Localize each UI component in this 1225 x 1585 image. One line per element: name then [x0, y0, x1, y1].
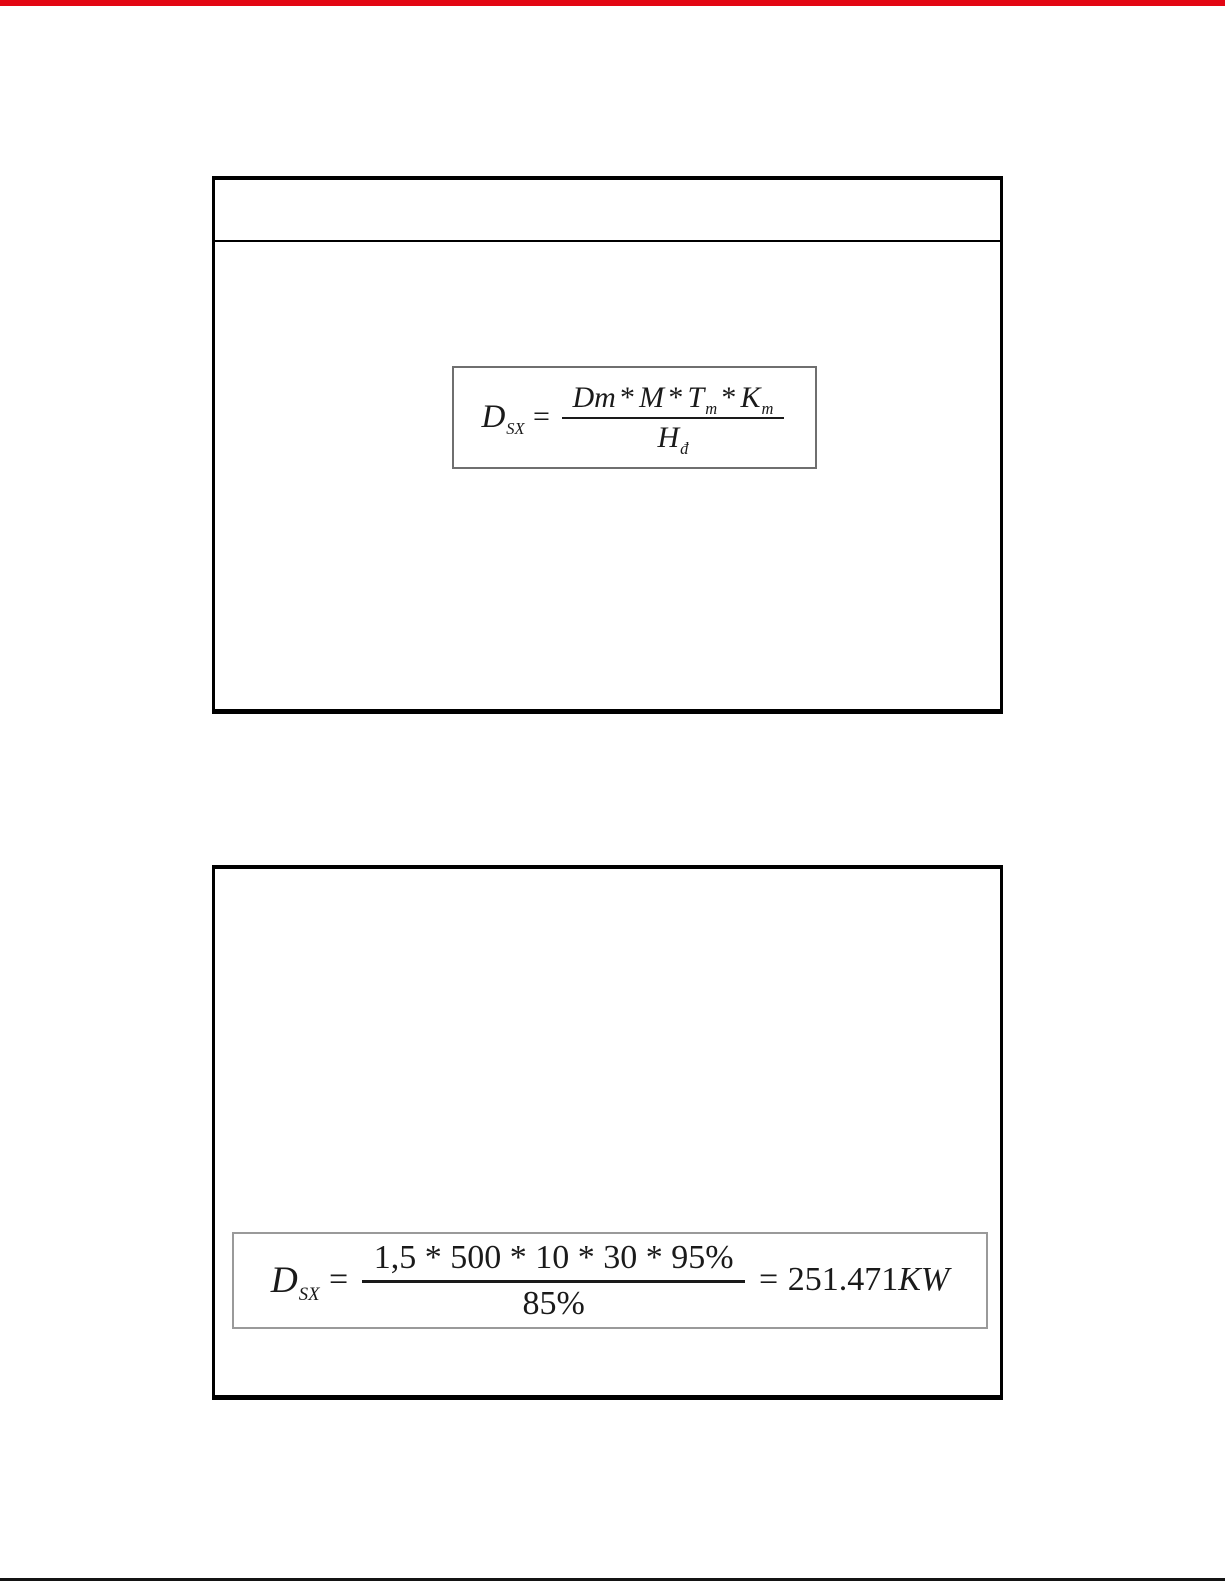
formula-2-lhs — [270, 1259, 320, 1305]
formula-1-numerator — [562, 380, 784, 419]
denominator-term-h: H — [657, 421, 680, 455]
formula-2-numerator: 1,5 * 500 * 10 * 30 * 95% — [362, 1238, 746, 1283]
result-value: 251.471 — [787, 1261, 899, 1299]
formula-2-lhs-symbol: D — [270, 1259, 298, 1301]
formula-1-lhs — [481, 398, 525, 438]
numerator-term-t-subscript: m — [705, 398, 718, 418]
formula-1-lhs-subscript: SX — [506, 418, 525, 438]
formula-2-fraction — [362, 1238, 746, 1324]
formula-2-result-equals: = — [759, 1261, 779, 1299]
formula-box-2 — [232, 1232, 988, 1329]
formula-1 — [481, 380, 787, 459]
formula-2-result — [788, 1263, 950, 1297]
multiply-sign: * — [619, 380, 635, 414]
numerator-term-k-subscript: m — [761, 398, 774, 418]
multiply-sign: * — [668, 380, 684, 414]
formula-2-lhs-subscript: SX — [298, 1283, 320, 1305]
numerator-term-m: M — [639, 380, 665, 414]
formula-1-fraction — [562, 380, 784, 459]
formula-box-1 — [452, 366, 817, 469]
top-red-rule — [0, 0, 1225, 6]
formula-2-denominator: 85% — [522, 1285, 585, 1323]
denominator-term-h-subscript: đ — [680, 439, 689, 459]
formula-1-equals: = — [533, 400, 550, 434]
bottom-black-rule — [0, 1578, 1225, 1581]
multiply-sign: * — [721, 380, 737, 414]
numerator-term-t: T — [687, 380, 705, 414]
result-unit: KW — [898, 1261, 950, 1299]
numerator-term-dm: Dm — [572, 380, 616, 414]
formula-2-equals: = — [329, 1261, 349, 1299]
slide-1-title-band — [215, 180, 1000, 242]
formula-2 — [271, 1238, 949, 1324]
numerator-term-k: K — [740, 380, 761, 414]
formula-1-lhs-symbol: D — [481, 398, 506, 435]
formula-1-denominator — [647, 419, 699, 459]
